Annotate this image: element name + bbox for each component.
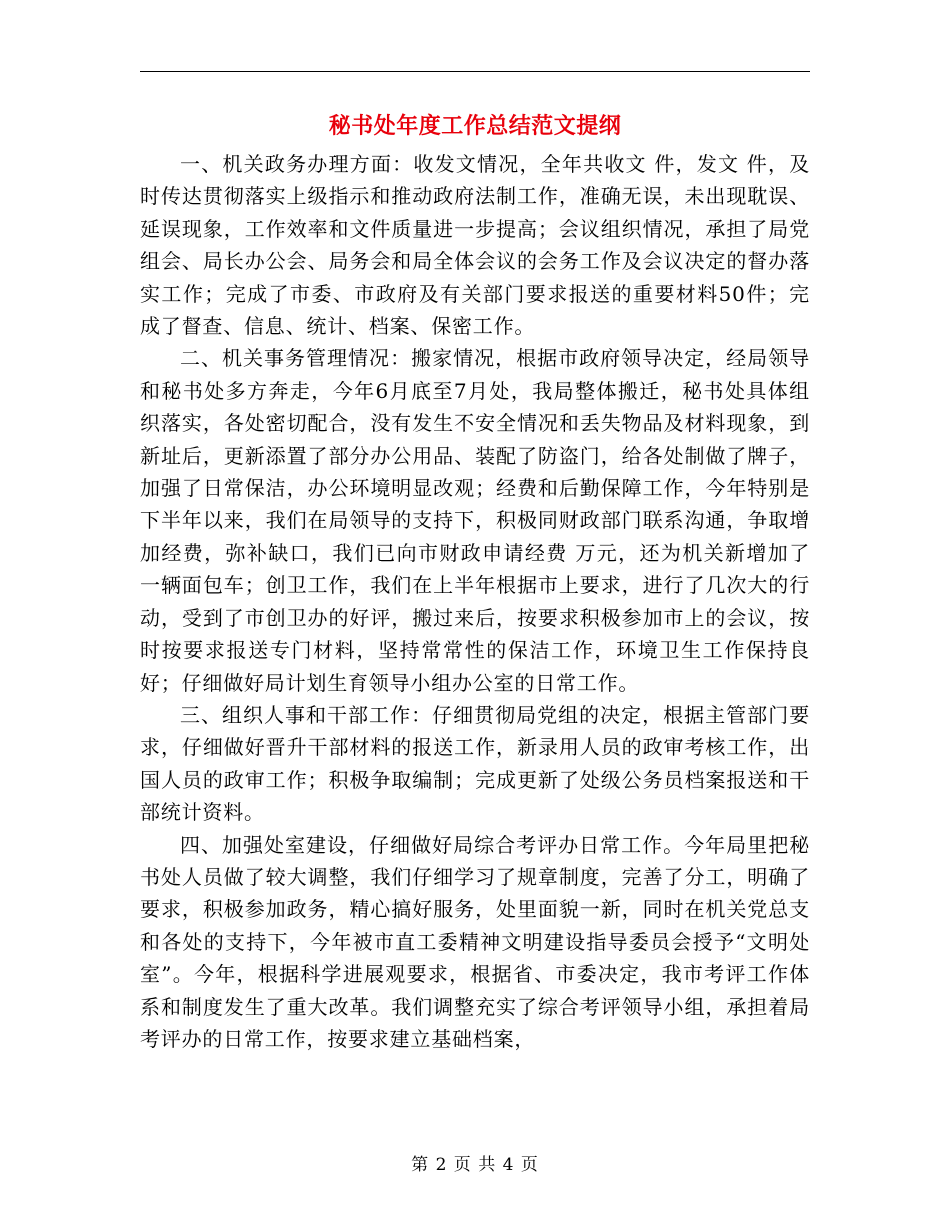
page-footer	[0, 1153, 950, 1177]
footer-current-page: 2	[435, 1155, 448, 1175]
document-body	[140, 148, 810, 1055]
document-title: 秘书处年度工作总结范文提纲	[328, 113, 622, 139]
footer-middle: 页 共	[453, 1155, 497, 1175]
paragraph-government-affairs: 一、机关政务办理方面：收发文情况，全年共收文 件，发文 件，及时传达贯彻落实上级指示和推动政府法制工作，准确无误，未出现耽误、延误现象，工作效率和文件质量进一步提高；会议组织情况，承担了局党组会、局长办公会、局务会和局全体会议的会务工作及会议决定的督办落实工作；完成了市委、市政府及有关部门要求报送的重要材料50件；完成了督查、信息、统计、档案、保密工作。	[140, 152, 810, 339]
footer-suffix: 页	[520, 1155, 539, 1175]
footer-total-pages: 4	[502, 1155, 515, 1175]
footer-prefix: 第	[411, 1155, 430, 1175]
paragraph-personnel-work: 三、组织人事和干部工作：仔细贯彻局党组的决定，根据主管部门要求，仔细做好晋升干部材料的报送工作，新录用人员的政审考核工作，出国人员的政审工作；积极争取编制；完成更新了处级公务员档案报送和干部统计资料。	[140, 702, 810, 825]
paragraph-office-building: 四、加强处室建设，仔细做好局综合考评办日常工作。今年局里把秘书处人员做了较大调整，我们仔细学习了规章制度，完善了分工，明确了要求，积极参加政务，精心搞好服务，处里面貌一新，同时在机关党总支和各处的支持下，今年被市直工委精神文明建设指导委员会授予“文明处室”。今年，根据科学进展观要求，根据省、市委决定，我市考评工作体系和制度发生了重大改革。我们调整充实了综合考评领导小组，承担着局考评办的日常工作，按要求建立基础档案，	[140, 832, 810, 1051]
paragraph-office-affairs: 二、机关事务管理情况：搬家情况，根据市政府领导决定，经局领导和秘书处多方奔走，今年6月底至7月处，我局整体搬迁，秘书处具体组织落实，各处密切配合，没有发生不安全情况和丢失物品及材料现象，到新址后，更新添置了部分办公用品、装配了防盗门，给各处制做了牌子，加强了日常保洁，办公环境明显改观；经费和后勤保障工作，今年特别是下半年以来，我们在局领导的支持下，积极同财政部门联系沟通，争取增加经费，弥补缺口，我们已向市财政申请经费 万元，还为机关新增加了一辆面包车；创卫工作，我们在上半年根据市上要求，进行了几次大的行动，受到了市创卫办的好评，搬过来后，按要求积极参加市上的会议，按时按要求报送专门材料，坚持常常性的保洁工作，环境卫生工作保持良好；仔细做好局计划生育领导小组办公室的日常工作。	[140, 346, 810, 695]
header-rule	[140, 71, 810, 72]
